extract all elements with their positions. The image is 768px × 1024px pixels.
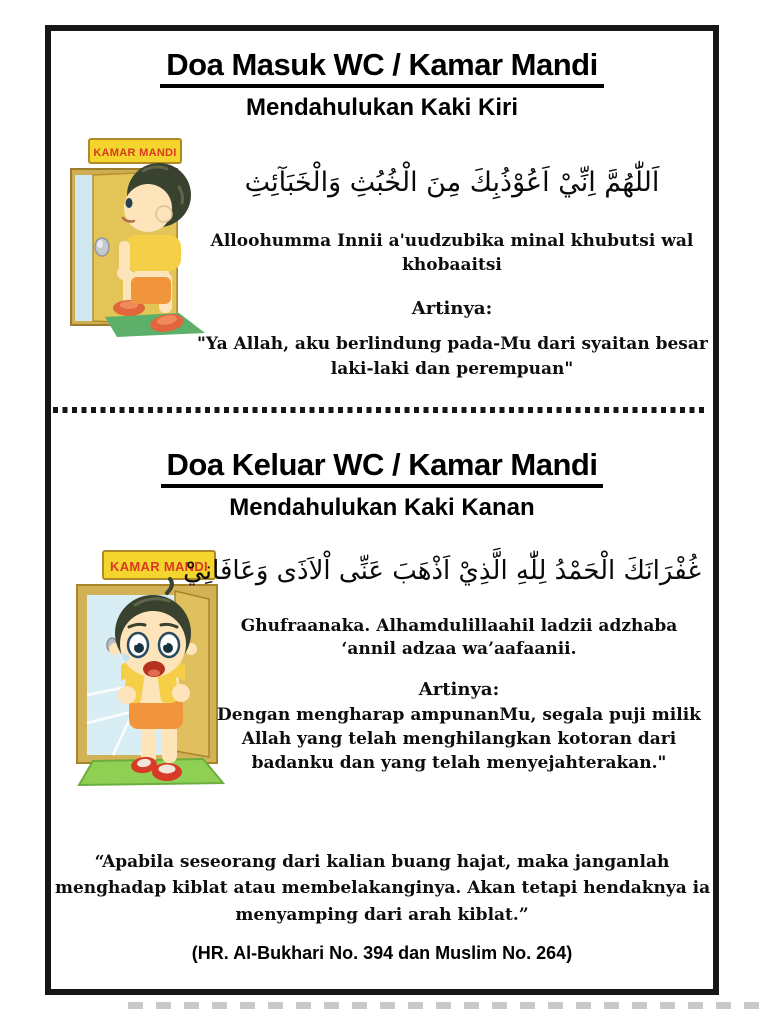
hadith-quote: “Apabila seseorang dari kalian buang hajat, maka janganlah menghadap kiblat atau membelakanginya. Akan tetapi hendaknya ia menyamping dari arah kiblat.” [55, 852, 711, 925]
section2-subtitle: Mendahulukan Kaki Kanan [229, 494, 535, 521]
boy-ear [156, 206, 172, 222]
kamar-mandi-sign [89, 139, 181, 163]
section2-title [51, 447, 713, 488]
dotted-divider [53, 407, 705, 413]
boy-eye [126, 198, 133, 208]
scan-artifact-dashes [128, 1002, 768, 1009]
page-border-frame [45, 25, 719, 995]
hadith-source: (HR. Al-Bukhari No. 394 dan Muslim No. 264) [191, 943, 573, 963]
section2-text-column [183, 551, 701, 775]
section2-transliteration: Ghufraanaka. Alhamdulillaahil ladzii adzhaba ‘annil adzaa wa’aafaanii. [240, 615, 678, 660]
section1-arabic-prayer: اَللّٰهُمَّ اِنِّيْ اَعُوْذُبِكَ مِنَ الْخُبُثِ وَالْخَبَآئِثِ [244, 167, 660, 198]
illustration-boy-entering-bathroom [59, 131, 215, 341]
section2-title-text: Doa Keluar WC / Kamar Mandi [161, 447, 604, 488]
section1-text-column [197, 161, 707, 381]
kamar-mandi-sign-label: KAMAR MANDI [93, 147, 177, 159]
section2-meaning-label: Artinya: [418, 678, 500, 700]
section1-transliteration: Alloohumma Innii a'uudzubika minal khubutsi wal khobaaitsi [210, 231, 694, 275]
kamar-mandi-sign-label: KAMAR MANDI [110, 559, 208, 574]
section1-title-text: Doa Masuk WC / Kamar Mandi [160, 47, 603, 88]
section2-arabic-prayer: غُفْرَانَكَ الْحَمْدُ لِلّٰهِ الَّذِيْ اَذْهَبَ عَنِّى اْلاَذَى وَعَافَانِيْ [183, 556, 701, 586]
section1-subtitle: Mendahulukan Kaki Kiri [245, 94, 519, 121]
section1-meaning-label: Artinya: [411, 298, 493, 320]
door-knob [95, 238, 109, 256]
section2-translation: Dengan mengharap ampunanMu, segala puji milik Allah yang telah menghilangkan kotoran dari badanku dan yang telah menyejahterakan." [217, 704, 701, 774]
section1-title [51, 47, 713, 88]
section1-translation: "Ya Allah, aku berlindung pada-Mu dari syaitan besar laki-laki dan perempuan" [197, 334, 708, 379]
